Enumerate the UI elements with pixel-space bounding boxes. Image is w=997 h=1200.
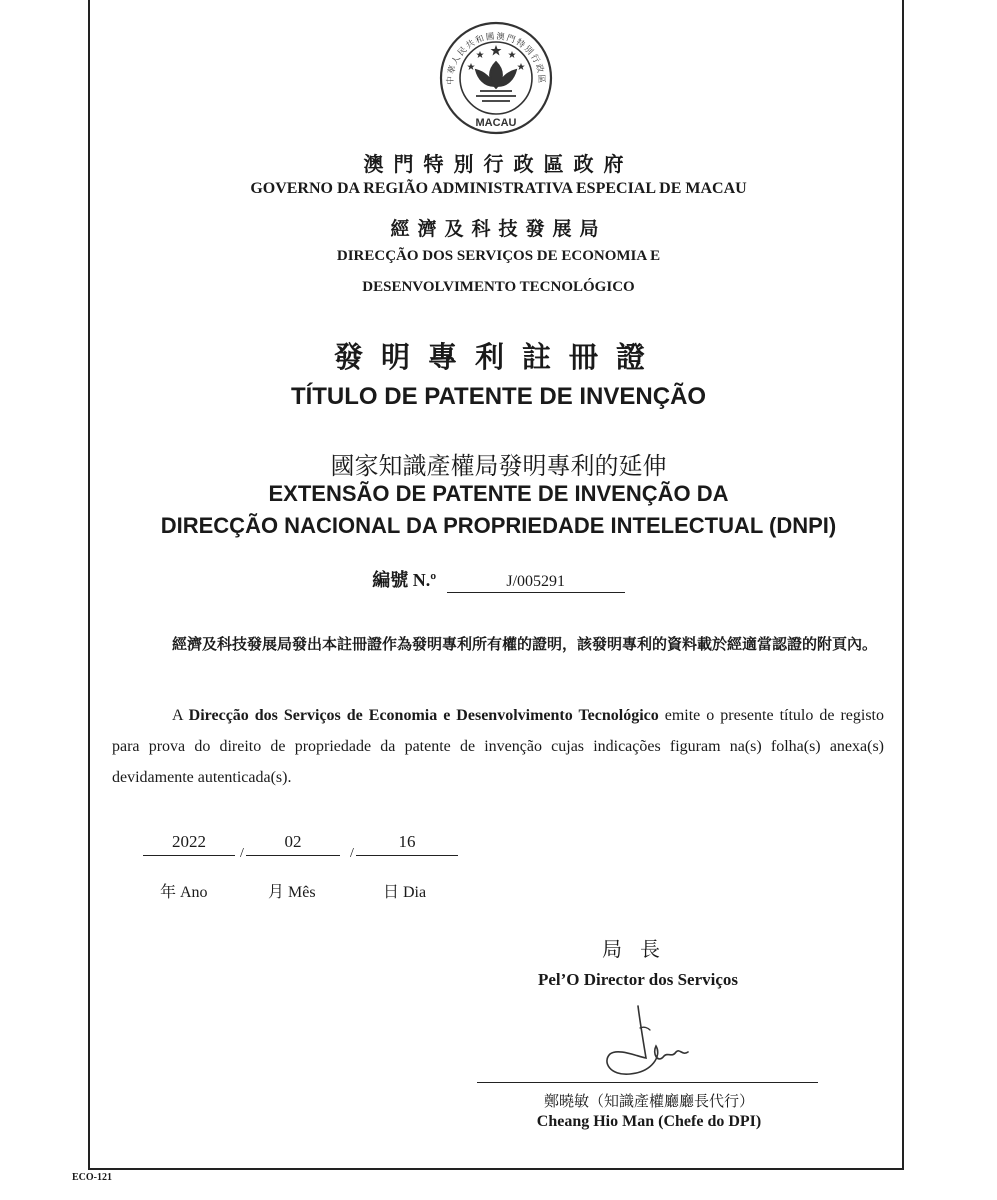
- signatory-title-pt: Pel’O Director dos Serviços: [537, 970, 738, 989]
- date-month-label: 月 Mês: [268, 884, 316, 901]
- body-paragraph-pt: [112, 700, 884, 793]
- signatory-name-pt: Cheang Hio Man (Chefe do DPI): [536, 1113, 762, 1130]
- signatory-name-zh: 鄭曉敏（知識產權廳廳長代行）: [543, 1092, 754, 1110]
- emblem-macau-label: MACAU: [475, 117, 517, 129]
- government-name-pt: GOVERNO DA REGIÃO ADMINISTRATIVA ESPECIAL DE MACAU: [250, 180, 747, 197]
- form-code: ECO-121: [72, 1172, 112, 1183]
- body-pt-suffix: emite o presente título de registo para prova do direito de propriedade da patente de invenção cujas indicações figuram na(s) folha(s) anexa(s) devidamente autenticada(s).: [112, 707, 884, 786]
- date-separator: /: [350, 846, 354, 861]
- body-pt-prefix: A: [172, 707, 189, 724]
- extension-title-zh: 國家知識產權局發明專利的延伸: [330, 452, 667, 480]
- date-year-label: 年 Ano: [160, 884, 208, 901]
- body-paragraph-zh: 經濟及科技發展局發出本註冊證作為發明專利所有權的證明，該發明專利的資料載於經適當認證的附頁內。: [172, 635, 878, 653]
- date-year: 2022: [143, 832, 235, 856]
- department-name-pt-line1: DIRECÇÃO DOS SERVIÇOS DE ECONOMIA E: [336, 248, 661, 264]
- extension-title-pt-line1: EXTENSÃO DE PATENTE DE INVENÇÃO DA: [268, 481, 729, 506]
- body-pt-department: Direcção dos Serviços de Economia e Desenvolvimento Tecnológico: [188, 707, 659, 724]
- date-month: 02: [246, 832, 340, 856]
- certificate-title-zh: 發明專利註冊證: [333, 340, 663, 374]
- handwritten-signature: [596, 998, 706, 1078]
- registration-number-label: 編號 N.º: [372, 570, 437, 590]
- certificate-title-pt: TÍTULO DE PATENTE DE INVENÇÃO: [290, 383, 707, 410]
- date-separator: /: [240, 846, 244, 861]
- signature-line: [477, 1082, 818, 1083]
- signatory-title-zh: 局長: [602, 937, 678, 961]
- registration-number-value: J/005291: [447, 573, 625, 593]
- emblem-ring-text: 中華人民共和國澳門特別行政區: [445, 31, 547, 85]
- department-name-zh: 經濟及科技發展局: [390, 218, 607, 240]
- date-day-label: 日 Dia: [383, 884, 427, 901]
- government-name-zh: 澳門特別行政區政府: [363, 152, 634, 176]
- registration-number-row: [0, 566, 997, 593]
- date-day: 16: [356, 832, 458, 856]
- department-name-pt-line2: DESENVOLVIMENTO TECNOLÓGICO: [362, 279, 635, 295]
- macau-emblem-icon: [436, 20, 556, 138]
- extension-title-pt-line2: DIRECÇÃO NACIONAL DA PROPRIEDADE INTELECTUAL (DNPI): [160, 513, 837, 538]
